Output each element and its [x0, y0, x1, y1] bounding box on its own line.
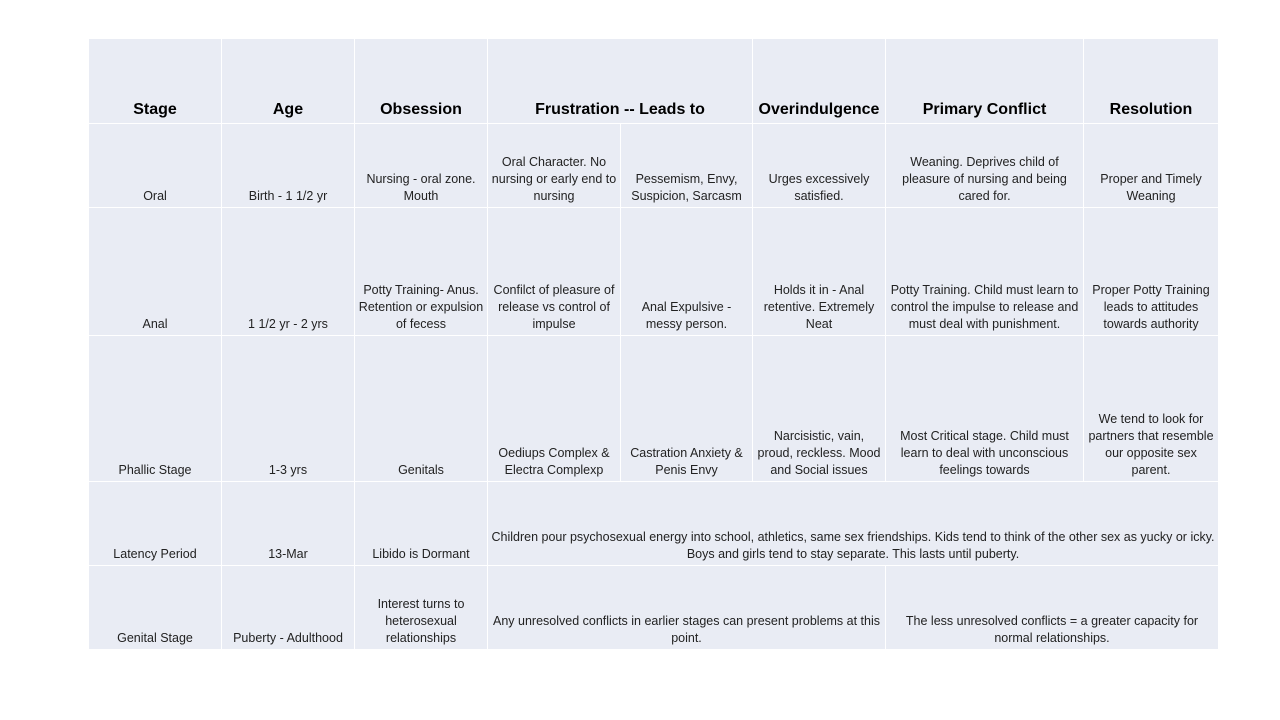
stage-cell: Anal: [89, 208, 222, 336]
frustration-cell: Oediups Complex & Electra Complexp: [488, 336, 621, 482]
age-cell: 1-3 yrs: [222, 336, 355, 482]
leads-to-cell: Anal Expulsive - messy person.: [621, 208, 753, 336]
obsession-cell: Interest turns to heterosexual relationships: [355, 566, 488, 650]
primary-conflict-cell: Weaning. Deprives child of pleasure of nursing and being cared for.: [886, 124, 1084, 208]
primary-conflict-cell: Potty Training. Child must learn to control the impulse to release and must deal with punishment.: [886, 208, 1084, 336]
overindulgence-cell: Holds it in - Anal retentive. Extremely Neat: [753, 208, 886, 336]
age-cell: Birth - 1 1/2 yr: [222, 124, 355, 208]
age-cell: 1 1/2 yr - 2 yrs: [222, 208, 355, 336]
frustration-cell: Confilct of pleasure of release vs control of impulse: [488, 208, 621, 336]
table-row: [89, 208, 1219, 336]
header-stage: Stage: [89, 39, 222, 124]
resolution-cell: We tend to look for partners that resemble our opposite sex parent.: [1084, 336, 1219, 482]
table-row: [89, 482, 1219, 566]
age-cell: 13-Mar: [222, 482, 355, 566]
table-row: [89, 566, 1219, 650]
leads-to-cell: Castration Anxiety & Penis Envy: [621, 336, 753, 482]
header-obsession: Obsession: [355, 39, 488, 124]
stage-cell: Latency Period: [89, 482, 222, 566]
primary-conflict-cell: Most Critical stage. Child must learn to deal with unconscious feelings towards: [886, 336, 1084, 482]
obsession-cell: Genitals: [355, 336, 488, 482]
obsession-cell: Nursing - oral zone. Mouth: [355, 124, 488, 208]
genital-resolution-cell: The less unresolved conflicts = a greater capacity for normal relationships.: [886, 566, 1219, 650]
resolution-cell: Proper and Timely Weaning: [1084, 124, 1219, 208]
leads-to-cell: Pessemism, Envy, Suspicion, Sarcasm: [621, 124, 753, 208]
header-age: Age: [222, 39, 355, 124]
stage-cell: Genital Stage: [89, 566, 222, 650]
age-cell: Puberty - Adulthood: [222, 566, 355, 650]
stage-cell: Phallic Stage: [89, 336, 222, 482]
obsession-cell: Libido is Dormant: [355, 482, 488, 566]
header-overindulgence: Overindulgence: [753, 39, 886, 124]
psychosexual-stages-table: [88, 38, 1219, 650]
table-row: [89, 336, 1219, 482]
latency-description-cell: Children pour psychosexual energy into school, athletics, same sex friendships. Kids tend to think of the other sex as yucky or icky. Boys and girls tend to stay separate. This lasts until puberty.: [488, 482, 1219, 566]
overindulgence-cell: Urges excessively satisfied.: [753, 124, 886, 208]
table-header-row: [89, 39, 1219, 124]
frustration-cell: Oral Character. No nursing or early end to nursing: [488, 124, 621, 208]
overindulgence-cell: Narcisistic, vain, proud, reckless. Mood and Social issues: [753, 336, 886, 482]
header-primary-conflict: Primary Conflict: [886, 39, 1084, 124]
table-row: [89, 124, 1219, 208]
header-resolution: Resolution: [1084, 39, 1219, 124]
stage-cell: Oral: [89, 124, 222, 208]
obsession-cell: Potty Training- Anus. Retention or expulsion of fecess: [355, 208, 488, 336]
header-frustration: Frustration -- Leads to: [488, 39, 753, 124]
genital-frustration-cell: Any unresolved conflicts in earlier stages can present problems at this point.: [488, 566, 886, 650]
resolution-cell: Proper Potty Training leads to attitudes towards authority: [1084, 208, 1219, 336]
